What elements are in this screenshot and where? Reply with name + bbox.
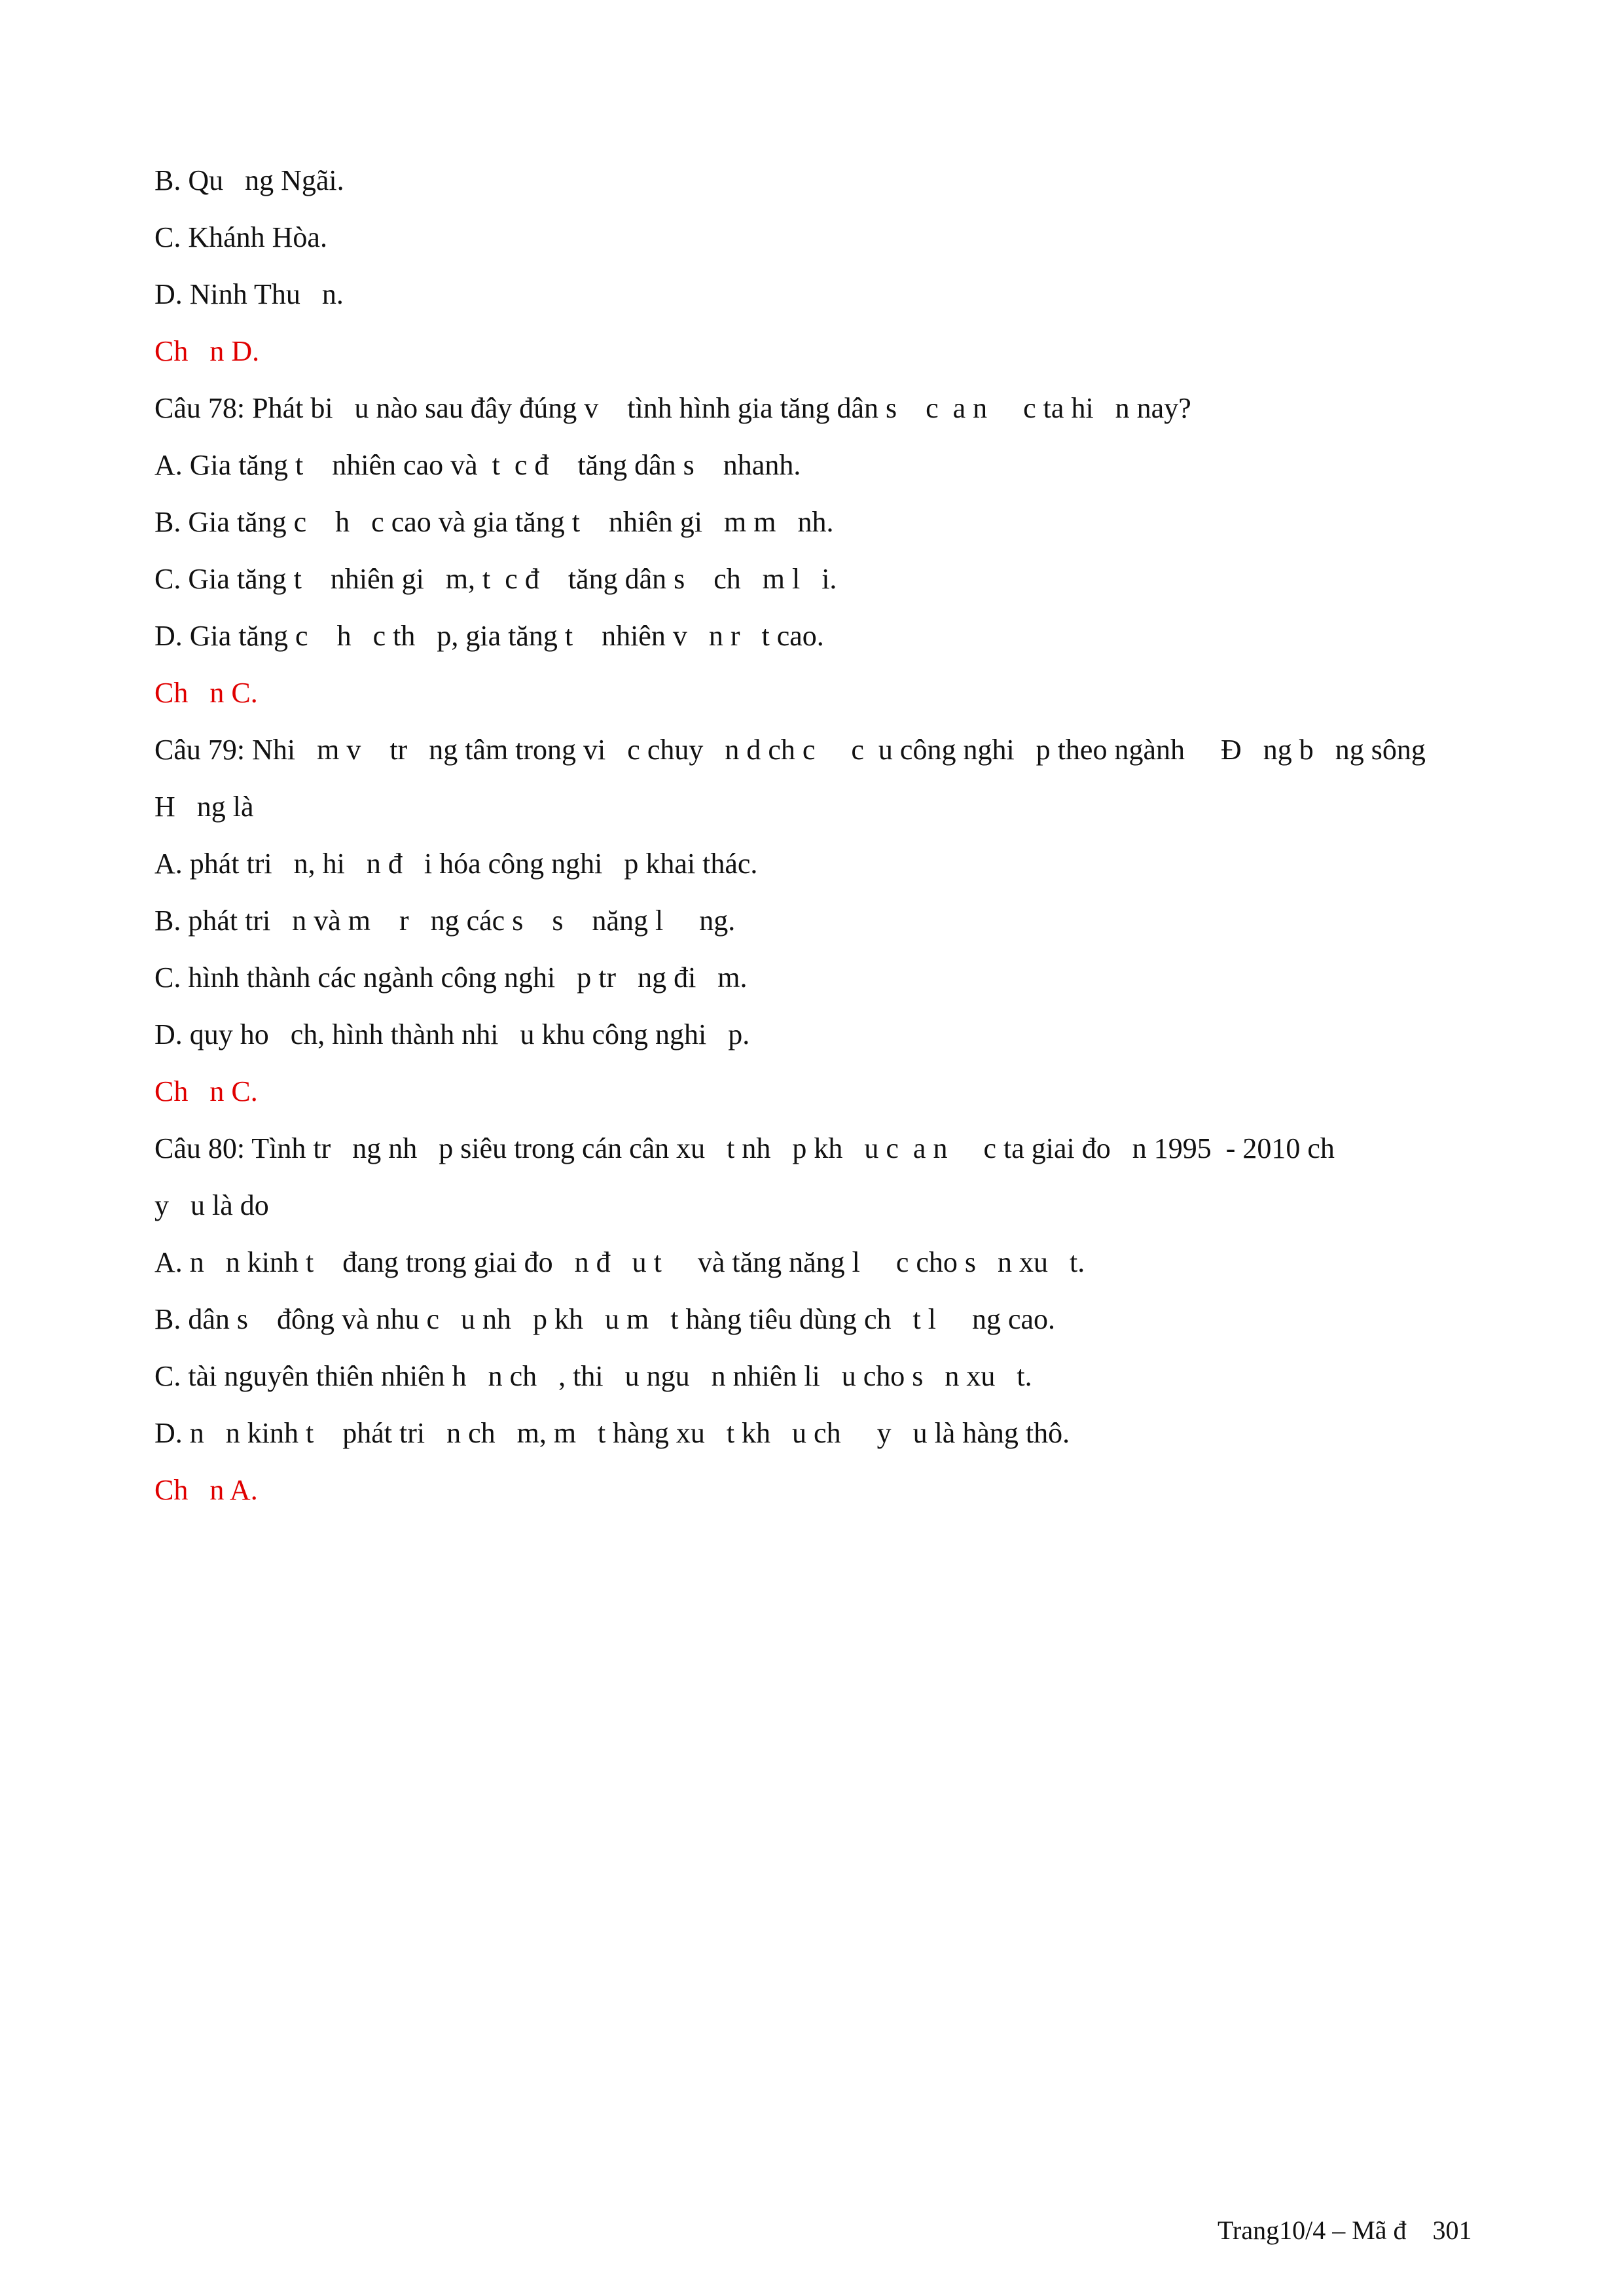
question-79: Câu 79: Nhi m v tr ng tâm trong vi c chuy n d ch c c u công nghi p theo ngành Đ ng b ng sông [154, 734, 1426, 766]
question-78-option-a: A. Gia tăng t nhiên cao và t c đ tăng dân s nhanh. [154, 449, 801, 481]
question-80-continued: y u là do [154, 1189, 269, 1221]
question-79-option-b: B. phát tri n và m r ng các s s năng l ng. [154, 905, 736, 937]
option-b-quang-ngai: B. Qu ng Ngãi. [154, 164, 344, 196]
answer-77: Ch n D. [154, 335, 260, 367]
question-79-continued: H ng là [154, 791, 254, 823]
question-78-option-d: D. Gia tăng c h c th p, gia tăng t nhiên v n r t cao. [154, 620, 824, 652]
question-78-option-b: B. Gia tăng c h c cao và gia tăng t nhiên gi m m nh. [154, 506, 834, 538]
question-80-option-a: A. n n kinh t đang trong giai đo n đ u t và tăng năng l c cho s n xu t. [154, 1246, 1085, 1278]
question-79-option-c: C. hình thành các ngành công nghi p tr ng đi m. [154, 961, 748, 994]
option-c-khanh-hoa: C. Khánh Hòa. [154, 221, 327, 253]
question-80-option-b: B. dân s đông và nhu c u nh p kh u m t hàng tiêu dùng ch t l ng cao. [154, 1303, 1056, 1335]
answer-79: Ch n C. [154, 1075, 258, 1107]
option-d-ninh-thuan: D. Ninh Thu n. [154, 278, 344, 310]
answer-78: Ch n C. [154, 677, 258, 709]
question-79-option-d: D. quy ho ch, hình thành nhi u khu công nghi p. [154, 1018, 750, 1050]
question-78: Câu 78: Phát bi u nào sau đây đúng v tình hình gia tăng dân s c a n c ta hi n nay? [154, 392, 1191, 424]
question-80: Câu 80: Tình tr ng nh p siêu trong cán cân xu t nh p kh u c a n c ta giai đo n 1995 - 2010 ch [154, 1132, 1335, 1164]
page-footer: Trang10/4 – Mã đ 301 [1218, 2215, 1472, 2245]
answer-80: Ch n A. [154, 1474, 258, 1506]
question-80-option-c: C. tài nguyên thiên nhiên h n ch , thi u ngu n nhiên li u cho s n xu t. [154, 1360, 1032, 1392]
question-79-option-a: A. phát tri n, hi n đ i hóa công nghi p khai thác. [154, 848, 758, 880]
page-content [154, 152, 1477, 1518]
question-78-option-c: C. Gia tăng t nhiên gi m, t c đ tăng dân s ch m l i. [154, 563, 837, 595]
question-80-option-d: D. n n kinh t phát tri n ch m, m t hàng xu t kh u ch y u là hàng thô. [154, 1417, 1070, 1449]
